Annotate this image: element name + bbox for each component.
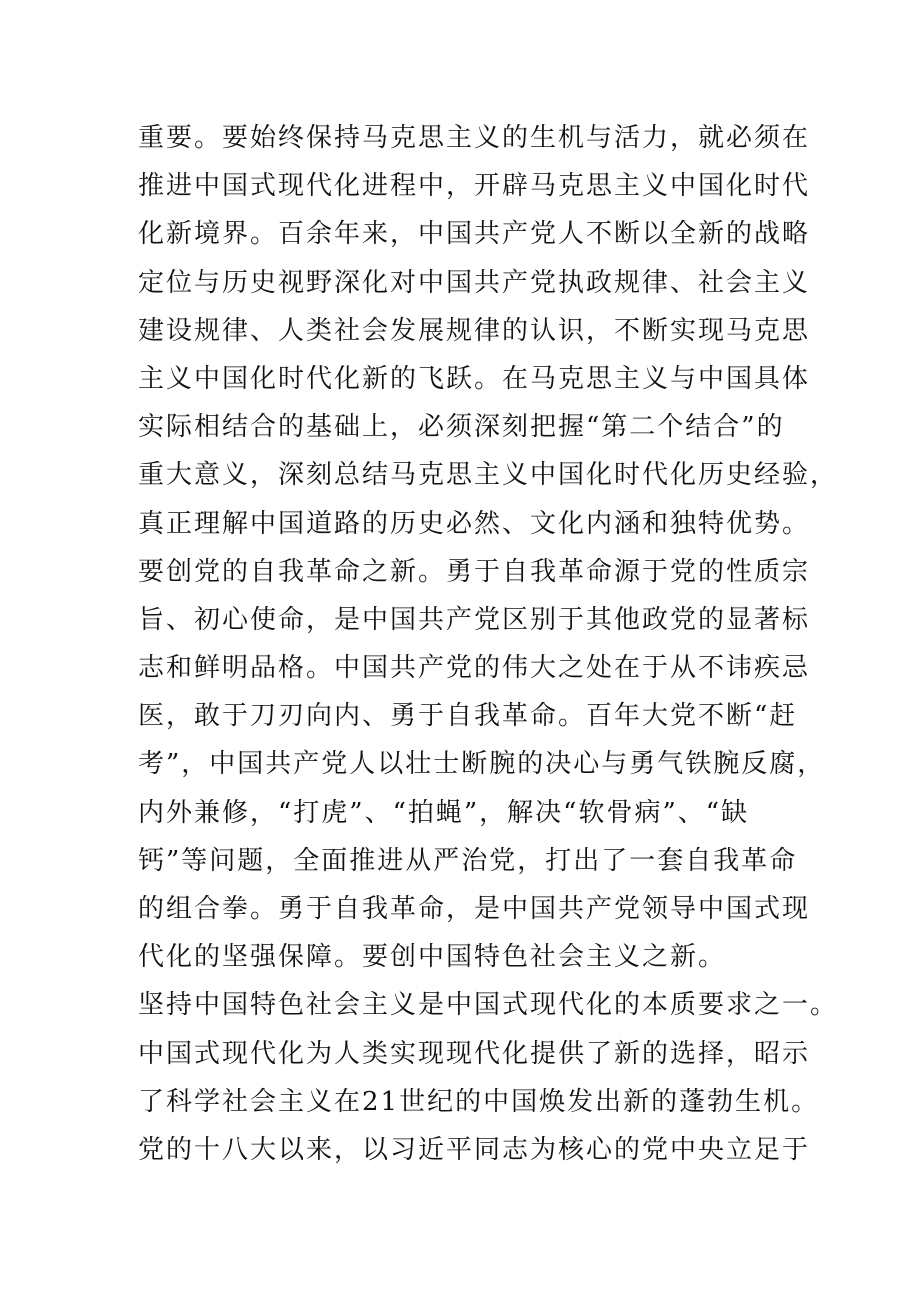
text-line: 内外兼修，“打虎”、“拍蝇”，解决“软骨病”、“缺 bbox=[138, 797, 750, 828]
text-line: 真正理解中国道路的历史必然、文化内涵和独特优势。 bbox=[138, 508, 811, 539]
text-line: 建设规律、人类社会发展规律的认识，不断实现马克思 bbox=[138, 315, 811, 346]
text-line: 旨、初心使命，是中国共产党区别于其他政党的显著标 bbox=[138, 604, 811, 635]
text-line: 中国式现代化为人类实现现代化提供了新的选择，昭示 bbox=[138, 1038, 811, 1069]
text-line: 了科学社会主义在21世纪的中国焕发出新的蓬勃生机。 bbox=[138, 1086, 820, 1117]
text-line: 定位与历史视野深化对中国共产党执政规律、社会主义 bbox=[138, 267, 811, 298]
text-line: 重要。要始终保持马克思主义的生机与活力，就必须在 bbox=[138, 123, 811, 153]
text-line: 化新境界。百余年来，中国共产党人不断以全新的战略 bbox=[138, 219, 811, 250]
text-line: 考”，中国共产党人以壮士断腕的决心与勇气铁腕反腐， bbox=[138, 749, 826, 780]
text-line: 的组合拳。勇于自我革命，是中国共产党领导中国式现 bbox=[138, 894, 811, 924]
text-line: 医，敢于刀刃向内、勇于自我革命。百年大党不断“赶 bbox=[138, 701, 798, 732]
text-line: 代化的坚强保障。要创中国特色社会主义之新。 bbox=[138, 942, 727, 973]
text-line: 坚持中国特色社会主义是中国式现代化的本质要求之一。 bbox=[138, 990, 839, 1021]
text-line: 推进中国式现代化进程中，开辟马克思主义中国化时代 bbox=[138, 171, 811, 202]
text-line: 钙”等问题，全面推进从严治党，打出了一套自我革命 bbox=[138, 845, 798, 876]
body-text bbox=[138, 114, 839, 1174]
text-line: 重大意义，深刻总结马克思主义中国化时代化历史经验， bbox=[138, 460, 839, 491]
text-line: 党的十八大以来，以习近平同志为核心的党中央立足于 bbox=[138, 1134, 811, 1165]
text-line: 要创党的自我革命之新。勇于自我革命源于党的性质宗 bbox=[138, 556, 811, 587]
text-line: 志和鲜明品格。中国共产党的伟大之处在于从不讳疾忌 bbox=[138, 653, 811, 684]
text-line: 实际相结合的基础上，必须深刻把握“第二个结合”的 bbox=[138, 412, 785, 443]
text-line: 主义中国化时代化新的飞跃。在马克思主义与中国具体 bbox=[138, 363, 811, 394]
